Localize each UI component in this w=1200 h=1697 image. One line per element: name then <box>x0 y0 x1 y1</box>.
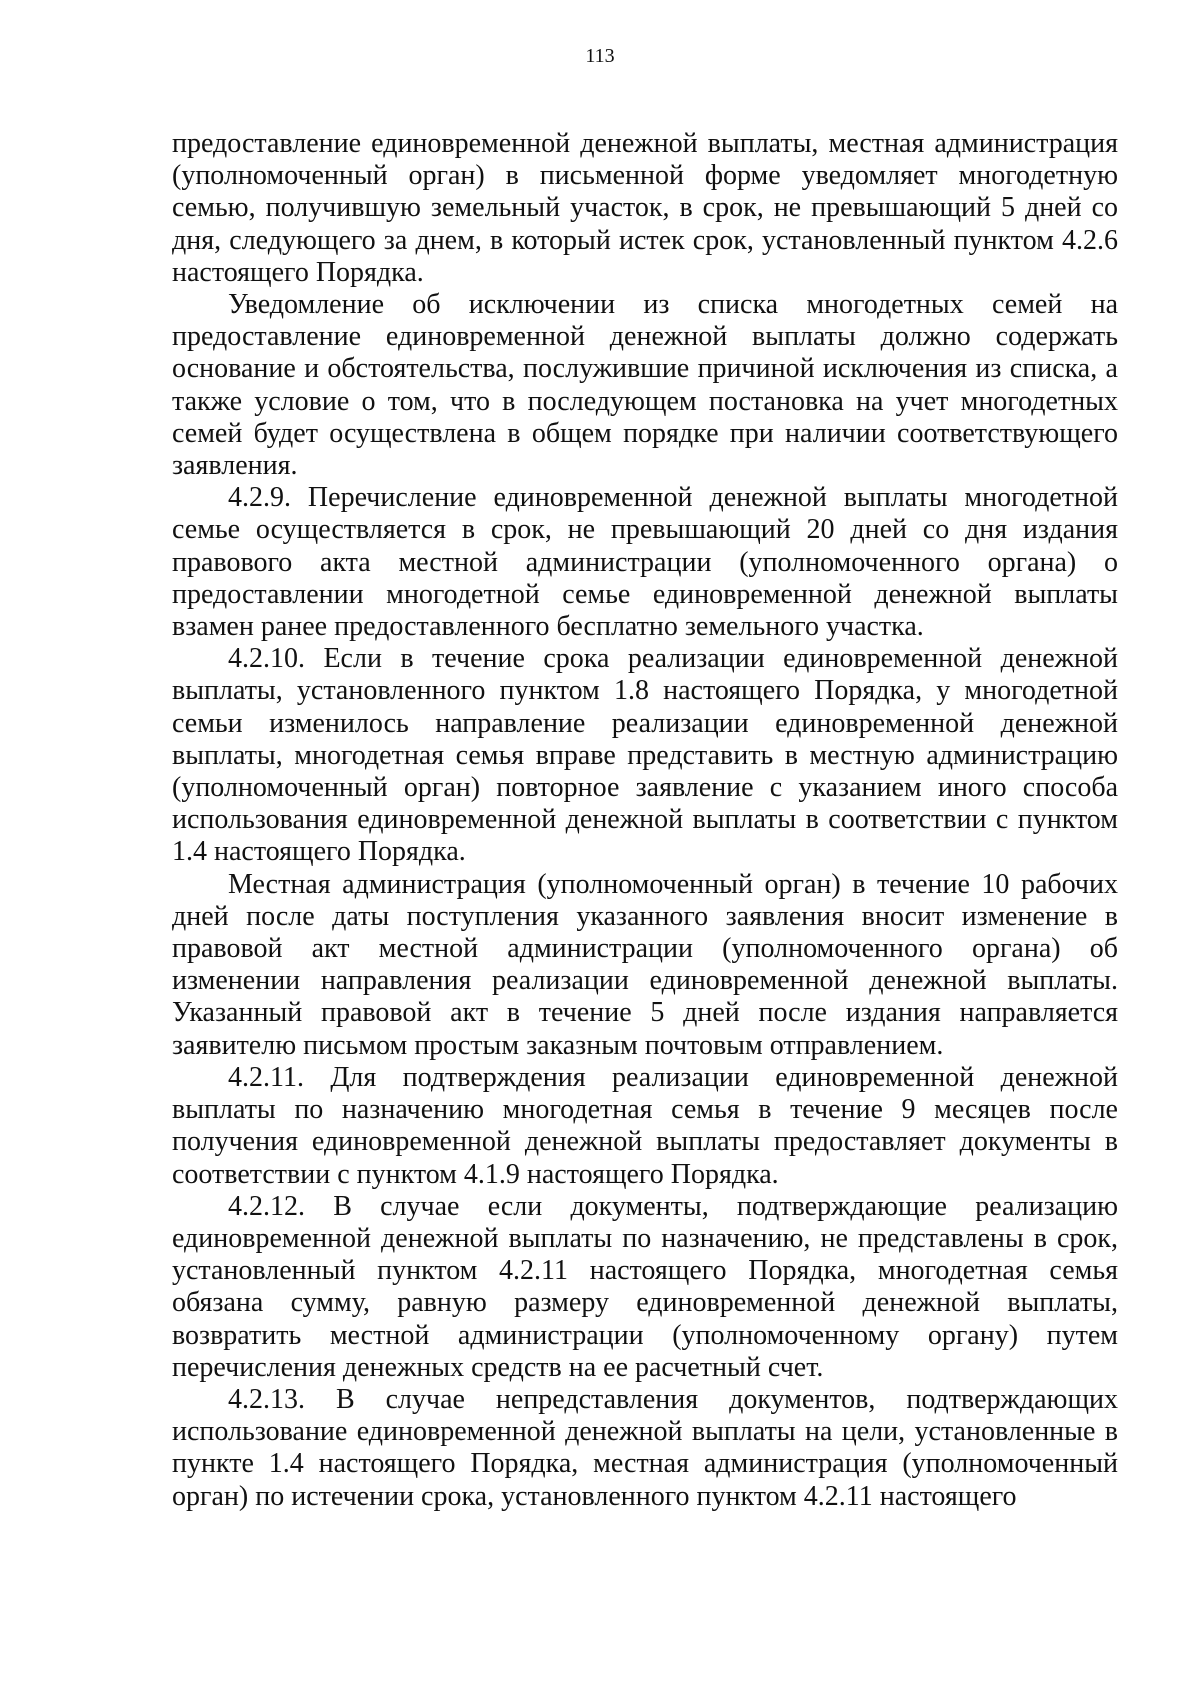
document-body <box>172 128 1118 1513</box>
paragraph-local-administration: Местная администрация (уполномоченный орган) в течение 10 рабочих дней после даты поступления указанного заявления вносит изменение в правовой акт местной администрации (уполномоченного органа) об изменении направления реализации единовременной денежной выплаты. Указанный правовой акт в течение 5 дней после издания направляется заявителю письмом простым заказным почтовым отправлением. <box>172 868 1118 1061</box>
paragraph-4-2-9: 4.2.9. Перечисление единовременной денежной выплаты многодетной семье осуществляется в срок, не превышающий 20 дней со дня издания правового акта местной администрации (уполномоченного органа) о предоставлении многодетной семье единовременной денежной выплаты взамен ранее предоставленного бесплатно земельного участка. <box>172 482 1118 643</box>
paragraph-continuation: предоставление единовременной денежной выплаты, местная администрация (уполномоченный орган) в письменной форме уведомляет многодетную семью, получившую земельный участок, в срок, не превышающий 5 дней со дня, следующего за днем, в который истек срок, установленный пунктом 4.2.6 настоящего Порядка. <box>172 128 1118 288</box>
paragraph-notification-content: Уведомление об исключении из списка многодетных семей на предоставление единовременной денежной выплаты должно содержать основание и обстоятельства, послужившие причиной исключения из списка, а также условие о том, что в последующем постановка на учет многодетных семей будет осуществлена в общем порядке при наличии соответствующего заявления. <box>172 289 1118 482</box>
paragraph-4-2-10: 4.2.10. Если в течение срока реализации единовременной денежной выплаты, установленного пунктом 1.8 настоящего Порядка, у многодетной семьи изменилось направление реализации единовременной денежной выплаты, многодетная семья вправе представить в местную администрацию (уполномоченный орган) повторное заявление с указанием иного способа использования единовременной денежной выплаты в соответствии с пунктом 1.4 настоящего Порядка. <box>172 643 1118 868</box>
paragraph-4-2-12: 4.2.12. В случае если документы, подтверждающие реализацию единовременной денежной выплаты по назначению, не представлены в срок, установленный пунктом 4.2.11 настоящего Порядка, многодетная семья обязана сумму, равную размеру единовременной денежной выплаты, возвратить местной администрации (уполномоченному органу) путем перечисления денежных средств на ее расчетный счет. <box>172 1190 1118 1383</box>
page-number: 113 <box>585 45 615 67</box>
paragraph-4-2-13: 4.2.13. В случае непредставления документов, подтверждающих использование единовременной денежной выплаты на цели, установленные в пункте 1.4 настоящего Порядка, местная администрация (уполномоченный орган) по истечении срока, установленного пунктом 4.2.11 настоящего <box>172 1383 1118 1512</box>
paragraph-4-2-11: 4.2.11. Для подтверждения реализации единовременной денежной выплаты по назначению многодетная семья в течение 9 месяцев после получения единовременной денежной выплаты предоставляет документы в соответствии с пунктом 4.1.9 настоящего Порядка. <box>172 1061 1118 1190</box>
